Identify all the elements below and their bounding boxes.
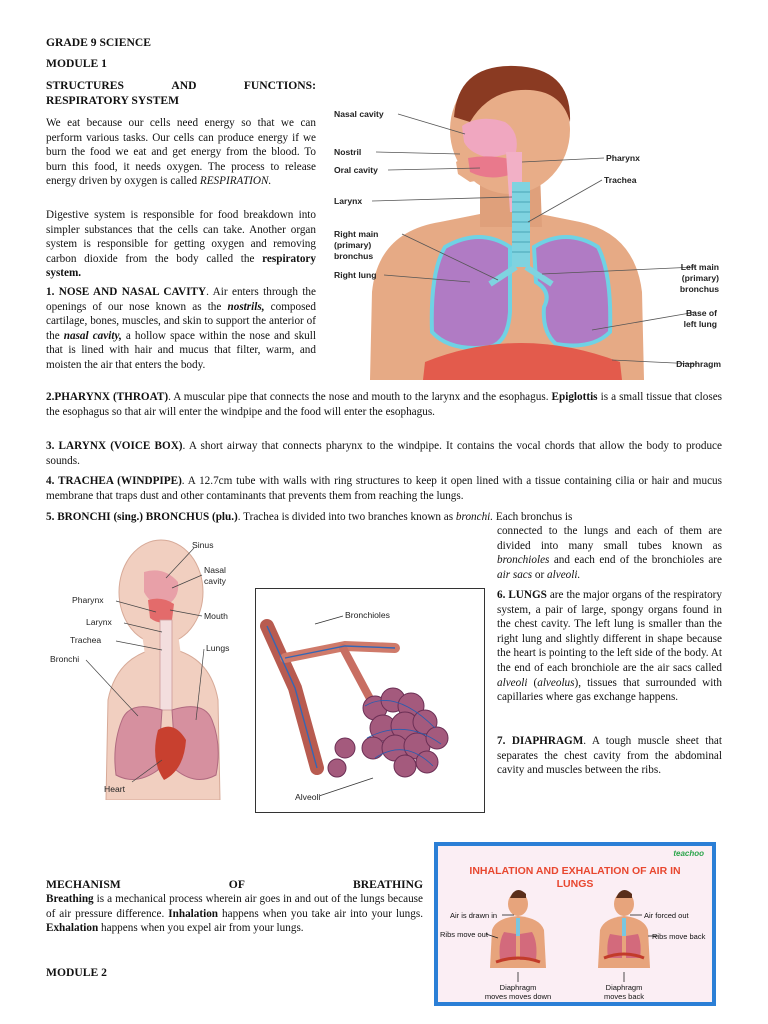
grade-heading: GRADE 9 SCIENCE [46,36,152,49]
label-air-drawn-in: Air is drawn in [450,911,498,920]
trachea-tube [160,620,172,710]
label-air-forced-out: Air forced out [644,911,689,920]
label-nasal-2: cavity [204,576,226,586]
label-oral-cavity: Oral cavity [334,165,378,175]
trachea-shape [512,182,530,267]
label-trachea: Trachea [70,635,102,645]
nose-paragraph: 1. NOSE AND NASAL CAVITY. Air enters through the openings of our nose known as the nostrils, composed cartilage, bones, muscles, and skin to support the anterior of the nasal cavity, a hollow space within the nose and skull that is lined with hair and mucus that filter, warm, and moisten the air that enters the body. [46,286,316,371]
label-larynx: Larynx [334,196,363,206]
intro-paragraph-2: Digestive system is responsible for food breakdown into simpler substances that the cells can take. Another organ system is responsible for getting oxygen and removing carbon dioxide from the body called the respiratory system. [46,209,316,280]
label-right-lung: Right lung [334,270,377,280]
mechanism-heading [46,878,423,891]
larynx-paragraph: 3. LARYNX (VOICE BOX). A short airway that connects pharynx to the windpipe. It contains the vocal chords that allow the body to produce sounds. [46,440,722,467]
lungs-paragraph: 6. LUNGS are the major organs of the respiratory system, a pair of large, spongy organs found in the chest cavity. The left lung is smaller than the right lung and slightly different in shape because the heart is pointing to the left side of the body. At the end of each bronchiole are the air sacs called alveoli (alveolus), tissues that surrounded with capillaries where gas exchange happens. [497,589,722,704]
label-left-main-3: bronchus [679,284,719,294]
label-trachea: Trachea [604,175,637,185]
section-title-line2: RESPIRATORY SYSTEM [46,94,180,107]
label-heart: Heart [104,784,126,794]
label-base-2: left lung [683,319,717,329]
section-title [46,79,316,92]
label-sinus: Sinus [192,540,214,550]
bronchi-paragraph: 5. BRONCHI (sing.) BRONCHUS (plu.). Trachea is divided into two branches known as bronchi. Each bronchus is [46,511,573,523]
label-larynx: Larynx [86,617,112,627]
heading-word: BREATHING [352,878,423,891]
module-2-heading: MODULE 2 [46,966,107,979]
bronchioles-alveoli-diagram [255,588,485,813]
label-pharynx: Pharynx [72,595,104,605]
label-diaphragm-down-1: Diaphragm [499,983,537,992]
label-diaphragm-down-2: moves moves down [484,992,552,1001]
label-lungs: Lungs [206,643,230,653]
diagram-title-2: LUNGS [556,878,594,890]
title-word: AND [171,79,197,92]
label-ribs-move-out: Ribs move out [440,930,488,939]
label-left-main-2: (primary) [681,273,719,283]
label-pharynx: Pharynx [606,153,640,163]
pharynx-paragraph: 2.PHARYNX (THROAT). A muscular pipe that connects the nose and mouth to the larynx and the esophagus. Epiglottis is a small tissue that closes the esophagus so that air will enter the windpipe and the food will enter the esophagus. [46,391,723,418]
label-right-main-1: Right main [334,229,379,239]
respiratory-system-diagram [330,62,722,380]
label-ribs-move-back: Ribs move back [652,932,706,941]
label-nostril: Nostril [334,147,362,157]
label-diaphragm: Diaphragm [676,359,721,369]
label-right-main-3: bronchus [334,251,374,261]
inhalation-exhalation-diagram [434,842,716,1006]
label-bronchioles: Bronchioles [345,610,390,620]
label-nasal-cavity: Nasal cavity [334,109,384,119]
trachea-paragraph: 4. TRACHEA (WINDPIPE). A 12.7cm tube with walls with ring structures to keep it open lined with a tissue containing cilia or hair and mucus membrane that traps dust and other contaminants that prevents them from reaching the lungs. [46,475,722,502]
label-bronchi: Bronchi [50,654,80,664]
diagram-title-1: INHALATION AND EXHALATION OF AIR IN [469,865,681,877]
intro-paragraph-1: We eat because our cells need energy so that we can perform various tasks. Our cells can produce energy if we burn the food we eat and get energy from the blood. To burn this food, it needs oxygen. The process to release energy driven by oxygen is called RESPIRATION. [46,117,316,188]
label-diaphragm-back-1: Diaphragm [605,983,643,992]
label-diaphragm-back-2: moves back [603,992,645,1001]
brand-label: teachoo [673,849,704,858]
label-right-main-2: (primary) [334,240,372,250]
heading-word: MECHANISM [46,878,121,891]
label-mouth: Mouth [204,611,228,621]
title-word: STRUCTURES [46,79,124,92]
label-nasal-1: Nasal [204,565,226,575]
diaphragm-paragraph: 7. DIAPHRAGM. A tough muscle sheet that separates the chest cavity from the abdominal cavity and muscles between the ribs. [497,735,723,777]
label-base-1: Base of [685,308,717,318]
label-left-main-1: Left main [680,262,719,272]
label-alveoli: Alveoli [295,792,321,802]
human-respiratory-figure [46,530,256,800]
heading-word: OF [228,878,245,891]
title-word: FUNCTIONS: [243,79,316,92]
module-1-heading: MODULE 1 [46,57,107,70]
bronchi-paragraph-continued: connected to the lungs and each of them are divided into many small tubes known as bronchioles and each end of the bronchioles are air sacs or alveoli. [497,525,722,581]
mechanism-paragraph: Breathing is a mechanical process wherein air goes in and out of the lungs because of air pressure difference. Inhalation happens when you take air into your lungs. Exhalation happens when you expel air from your lungs. [46,893,423,935]
